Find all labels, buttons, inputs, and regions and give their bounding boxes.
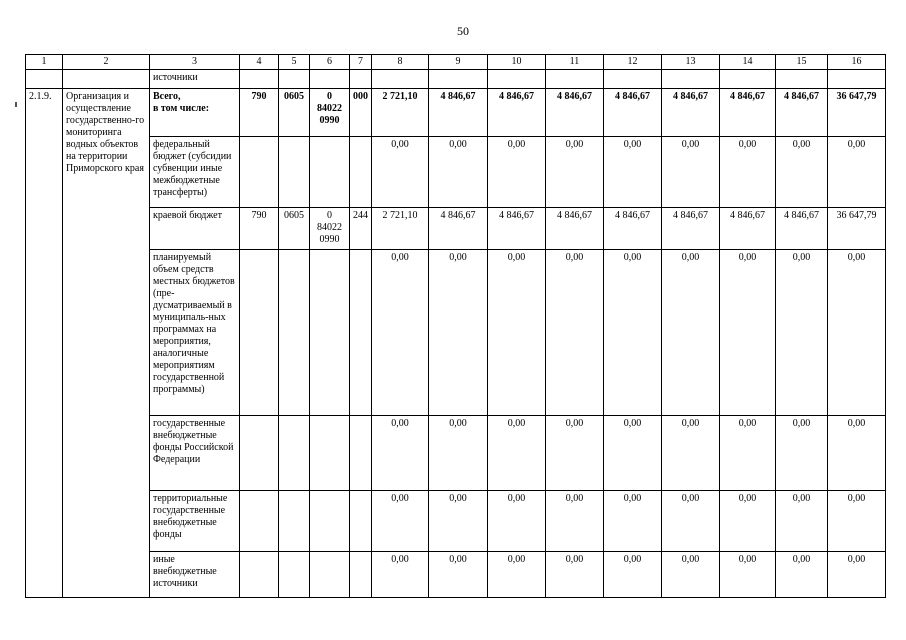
table-row <box>26 491 886 552</box>
continuation-label: источники <box>150 70 240 89</box>
rz-pr-code <box>279 416 310 491</box>
vr-code <box>350 250 372 416</box>
amount-cell: 4 846,67 <box>604 208 662 250</box>
amount-cell: 0,00 <box>604 491 662 552</box>
rz-pr-code <box>279 137 310 208</box>
amount-cell: 0,00 <box>776 416 828 491</box>
amount-cell: 0,00 <box>488 416 546 491</box>
rz-pr-code: 0605 <box>279 208 310 250</box>
table-row <box>26 208 886 250</box>
gr-code: 790 <box>240 89 279 137</box>
amount-cell: 0,00 <box>488 491 546 552</box>
column-header: 8 <box>372 55 429 70</box>
row-label: краевой бюджет <box>150 208 240 250</box>
row-label: территориальные государственные внебюджетные фонды <box>150 491 240 552</box>
table-row <box>26 250 886 416</box>
amount-cell: 4 846,67 <box>720 89 776 137</box>
column-header: 7 <box>350 55 372 70</box>
amount-cell: 2 721,10 <box>372 208 429 250</box>
amount-cell: 4 846,67 <box>488 89 546 137</box>
amount-cell: 0,00 <box>429 552 488 598</box>
amount-cell: 0,00 <box>488 552 546 598</box>
amount-cell: 0,00 <box>662 416 720 491</box>
csr-code <box>310 137 350 208</box>
amount-cell: 0,00 <box>546 137 604 208</box>
rz-pr-code <box>279 250 310 416</box>
gr-code <box>240 491 279 552</box>
column-header: 9 <box>429 55 488 70</box>
item-name: Организация и осуществление государственно-го мониторинга водных объектов на территории Приморского края <box>63 89 150 598</box>
csr-code: 0 84022 0990 <box>310 89 350 137</box>
amount-cell: 0,00 <box>372 552 429 598</box>
vr-code: 000 <box>350 89 372 137</box>
amount-cell: 2 721,10 <box>372 89 429 137</box>
amount-cell: 0,00 <box>372 137 429 208</box>
column-header: 10 <box>488 55 546 70</box>
vr-code <box>350 416 372 491</box>
column-header: 16 <box>828 55 886 70</box>
rz-pr-code: 0605 <box>279 89 310 137</box>
amount-cell: 4 846,67 <box>662 208 720 250</box>
amount-cell: 4 846,67 <box>488 208 546 250</box>
amount-cell: 0,00 <box>429 491 488 552</box>
amount-cell: 0,00 <box>604 416 662 491</box>
amount-cell: 0,00 <box>546 416 604 491</box>
amount-cell: 4 846,67 <box>429 89 488 137</box>
amount-cell: 0,00 <box>662 250 720 416</box>
csr-code <box>310 250 350 416</box>
amount-cell: 0,00 <box>604 552 662 598</box>
csr-code: 0 84022 0990 <box>310 208 350 250</box>
amount-cell: 0,00 <box>372 250 429 416</box>
column-header: 4 <box>240 55 279 70</box>
table-row <box>26 137 886 208</box>
vr-code: 244 <box>350 208 372 250</box>
amount-cell: 0,00 <box>776 491 828 552</box>
gr-code: 790 <box>240 208 279 250</box>
amount-cell: 0,00 <box>488 250 546 416</box>
amount-cell: 0,00 <box>720 137 776 208</box>
column-header: 13 <box>662 55 720 70</box>
header-row <box>26 55 886 70</box>
row-label: государственные внебюджетные фонды Российской Федерации <box>150 416 240 491</box>
amount-cell: 4 846,67 <box>720 208 776 250</box>
amount-cell: 0,00 <box>720 250 776 416</box>
page-number: 50 <box>457 24 469 38</box>
item-number: 2.1.9. <box>26 89 63 598</box>
amount-cell: 4 846,67 <box>429 208 488 250</box>
table-row <box>26 416 886 491</box>
amount-cell: 0,00 <box>372 416 429 491</box>
gr-code <box>240 137 279 208</box>
amount-cell: 0,00 <box>828 416 886 491</box>
amount-cell: 0,00 <box>662 491 720 552</box>
amount-cell: 0,00 <box>429 250 488 416</box>
amount-cell: 36 647,79 <box>828 208 886 250</box>
amount-cell: 0,00 <box>604 137 662 208</box>
amount-cell: 0,00 <box>720 416 776 491</box>
table-row <box>26 89 886 137</box>
vr-code <box>350 552 372 598</box>
rz-pr-code <box>279 552 310 598</box>
amount-cell: 0,00 <box>429 137 488 208</box>
column-header: 15 <box>776 55 828 70</box>
column-header: 3 <box>150 55 240 70</box>
continuation-row <box>26 70 886 89</box>
csr-code <box>310 552 350 598</box>
amount-cell: 0,00 <box>429 416 488 491</box>
amount-cell: 0,00 <box>546 491 604 552</box>
amount-cell: 4 846,67 <box>604 89 662 137</box>
amount-cell: 0,00 <box>604 250 662 416</box>
amount-cell: 0,00 <box>720 552 776 598</box>
amount-cell: 4 846,67 <box>776 89 828 137</box>
csr-code <box>310 491 350 552</box>
row-label: Всего, в том числе: <box>150 89 240 137</box>
vr-code <box>350 137 372 208</box>
amount-cell: 0,00 <box>372 491 429 552</box>
amount-cell: 4 846,67 <box>662 89 720 137</box>
amount-cell: 0,00 <box>720 491 776 552</box>
column-header: 5 <box>279 55 310 70</box>
amount-cell: 0,00 <box>662 552 720 598</box>
column-header: 1 <box>26 55 63 70</box>
column-header: 14 <box>720 55 776 70</box>
amount-cell: 0,00 <box>828 491 886 552</box>
csr-code <box>310 416 350 491</box>
gr-code <box>240 552 279 598</box>
amount-cell: 36 647,79 <box>828 89 886 137</box>
amount-cell: 4 846,67 <box>546 89 604 137</box>
row-label: федеральный бюджет (субсидии субвенции иные межбюджетные трансферты) <box>150 137 240 208</box>
amount-cell: 0,00 <box>828 137 886 208</box>
budget-table <box>25 54 886 598</box>
amount-cell: 4 846,67 <box>776 208 828 250</box>
amount-cell: 0,00 <box>776 552 828 598</box>
column-header: 12 <box>604 55 662 70</box>
row-label: планируемый объем средств местных бюджетов (пре-дусматриваемый в муниципаль-ных программах на мероприятия, аналогичные мероприятиям государственной программы) <box>150 250 240 416</box>
amount-cell: 4 846,67 <box>546 208 604 250</box>
table-row <box>26 552 886 598</box>
column-header: 11 <box>546 55 604 70</box>
amount-cell: 0,00 <box>662 137 720 208</box>
row-label: иные внебюджетные источники <box>150 552 240 598</box>
gr-code <box>240 250 279 416</box>
amount-cell: 0,00 <box>828 250 886 416</box>
rz-pr-code <box>279 491 310 552</box>
amount-cell: 0,00 <box>776 250 828 416</box>
amount-cell: 0,00 <box>828 552 886 598</box>
vr-code <box>350 491 372 552</box>
amount-cell: 0,00 <box>776 137 828 208</box>
gr-code <box>240 416 279 491</box>
column-header: 2 <box>63 55 150 70</box>
amount-cell: 0,00 <box>546 250 604 416</box>
column-header: 6 <box>310 55 350 70</box>
amount-cell: 0,00 <box>546 552 604 598</box>
amount-cell: 0,00 <box>488 137 546 208</box>
margin-mark <box>15 102 17 107</box>
